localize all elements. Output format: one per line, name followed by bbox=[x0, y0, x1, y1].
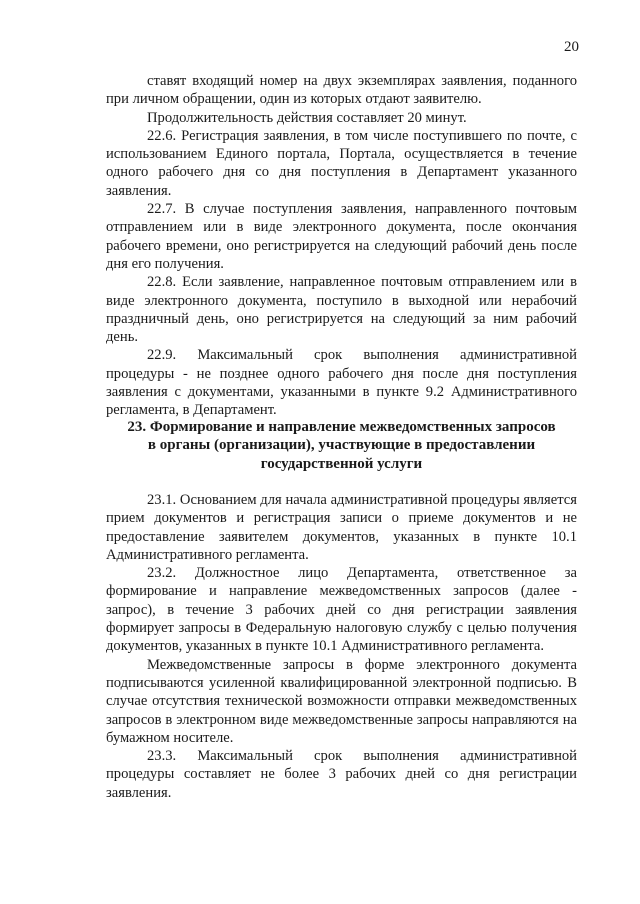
paragraph-duration: Продолжительность действия составляет 20 минут. bbox=[147, 109, 467, 126]
paragraph-23-3: 23.3. Максимальный срок выполнения административной процедуры составляет не более 3 рабочих дней со дня регистрации заявления. bbox=[106, 748, 577, 801]
paragraph-continuation: ставят входящий номер на двух экземплярах заявления, поданного при личном обращении, один из которых отдают заявителю. bbox=[106, 73, 577, 108]
top-text-block bbox=[106, 72, 577, 420]
page-number: 20 bbox=[564, 39, 579, 55]
section-heading-line: государственной услуги bbox=[260, 455, 423, 472]
section-heading-23 bbox=[106, 418, 577, 473]
paragraph-23-1: 23.1. Основанием для начала административной процедуры является прием документов и регистрация записи о приеме документов и не предоставление заявителем документов, указанных в пункте 10.1 Административного регламента. bbox=[106, 492, 577, 563]
section-heading-line: в органы (организации), участвующие в предоставлении bbox=[147, 437, 536, 454]
section-heading-line: 23. Формирование и направление межведомственных запросов bbox=[127, 419, 556, 435]
paragraph-23-2: 23.2. Должностное лицо Департамента, ответственное за формирование и направление межведомственных запросов (далее - запрос), в течение 3 рабочих дней со дня регистрации заявления формирует запросы в Федеральную налоговую службу с целью получения документов, указанных в пункте 10.1 Административного регламента. bbox=[106, 565, 577, 655]
bottom-text-block bbox=[106, 491, 577, 802]
paragraph-22-7: 22.7. В случае поступления заявления, направленного почтовым отправлением или в виде электронного документа, после окончания рабочего времени, оно регистрируется на следующий рабочий день после дня его получения. bbox=[106, 201, 577, 272]
paragraph-22-8: 22.8. Если заявление, направленное почтовым отправлением или в виде электронного документа, поступило в выходной или нерабочий праздничный день, оно регистрируется на следующий за ним рабочий день. bbox=[106, 274, 577, 346]
paragraph-interagency-requests: Межведомственные запросы в форме электронного документа подписываются усиленной квалифицированной электронной подписью. В случае отсутствия технической возможности отправки межведомственных запросов в электронном виде межведомственные запросы направляются на бумажном носителе. bbox=[106, 656, 577, 746]
paragraph-22-6: 22.6. Регистрация заявления, в том числе поступившего по почте, с использованием Единого портала, Портала, осуществляется в течение одного рабочего дня со дня поступления в Департамент указанного заявления. bbox=[106, 127, 577, 199]
paragraph-22-9: 22.9. Максимальный срок выполнения административной процедуры - не позднее одного рабочего дня после дня поступления заявления с документами, указанными в пункте 9.2 Административного регламента, в Департамент. bbox=[106, 347, 577, 419]
